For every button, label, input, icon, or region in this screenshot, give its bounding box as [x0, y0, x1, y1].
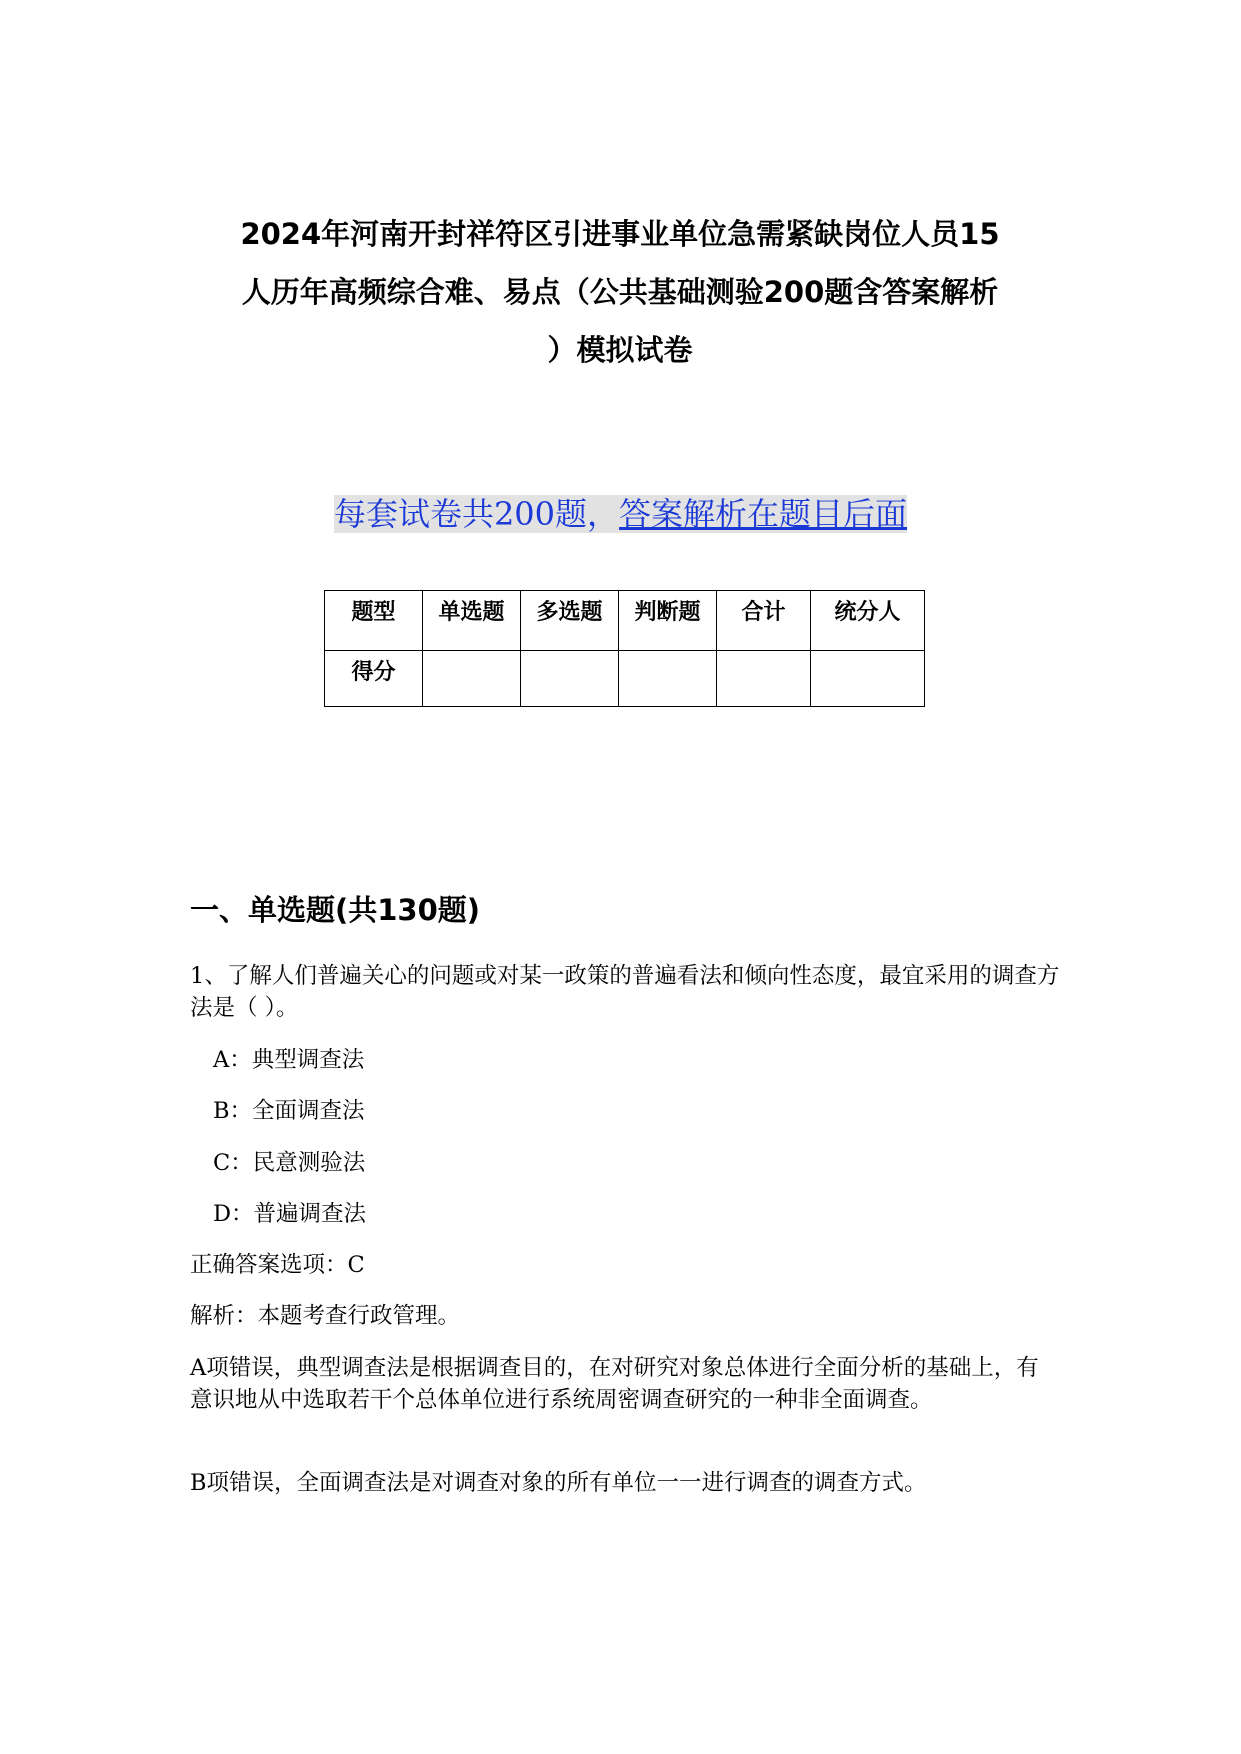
- option-b: B：全面调查法: [213, 1098, 365, 1124]
- header-cell-type: 题型: [325, 591, 423, 651]
- option-c: C：民意测验法: [213, 1150, 366, 1176]
- score-table-header-row: [325, 591, 925, 651]
- title-line-1: 2024年河南开封祥符区引进事业单位急需紧缺岗位人员15: [240, 217, 1000, 251]
- option-d: D：普遍调查法: [213, 1201, 367, 1227]
- banner-text: 每套试卷共200题，: [333, 495, 620, 533]
- explanation-a: A项错误，典型调查法是根据调查目的，在对研究对象总体进行全面分析的基础上，有意识地从中选取若干个总体单位进行系统周密调查研究的一种非全面调查。: [190, 1355, 1039, 1413]
- explanation-b: B项错误，全面调查法是对调查对象的所有单位一一进行调查的调查方式。: [190, 1470, 927, 1496]
- title-line-2: 人历年高频综合难、易点（公共基础测验200题含答案解析: [241, 275, 999, 309]
- document-title: [170, 205, 1070, 379]
- header-cell-multi: 多选题: [521, 591, 619, 651]
- title-line-3: ）模拟试卷: [547, 333, 693, 367]
- score-table-score-row: [325, 651, 925, 707]
- score-cell-single[interactable]: [423, 651, 521, 707]
- score-cell-total[interactable]: [717, 651, 811, 707]
- section-heading: 一、单选题(共130题): [190, 893, 481, 927]
- score-cell-judge[interactable]: [619, 651, 717, 707]
- question-text: 1、了解人们普遍关心的问题或对某一政策的普遍看法和倾向性态度，最宜采用的调查方法是（ ）。: [190, 963, 1060, 1021]
- banner-link[interactable]: 答案解析在题目后面: [619, 495, 908, 533]
- exam-banner: [0, 492, 1241, 536]
- score-cell-multi[interactable]: [521, 651, 619, 707]
- header-cell-scorer: 统分人: [811, 591, 925, 651]
- header-cell-single: 单选题: [423, 591, 521, 651]
- option-a: A：典型调查法: [213, 1047, 365, 1073]
- row-label-score: 得分: [325, 651, 423, 707]
- correct-answer: 正确答案选项：C: [190, 1252, 365, 1278]
- header-cell-judge: 判断题: [619, 591, 717, 651]
- analysis-intro: 解析：本题考查行政管理。: [190, 1303, 461, 1329]
- score-table: [324, 590, 925, 707]
- header-cell-total: 合计: [717, 591, 811, 651]
- score-cell-scorer[interactable]: [811, 651, 925, 707]
